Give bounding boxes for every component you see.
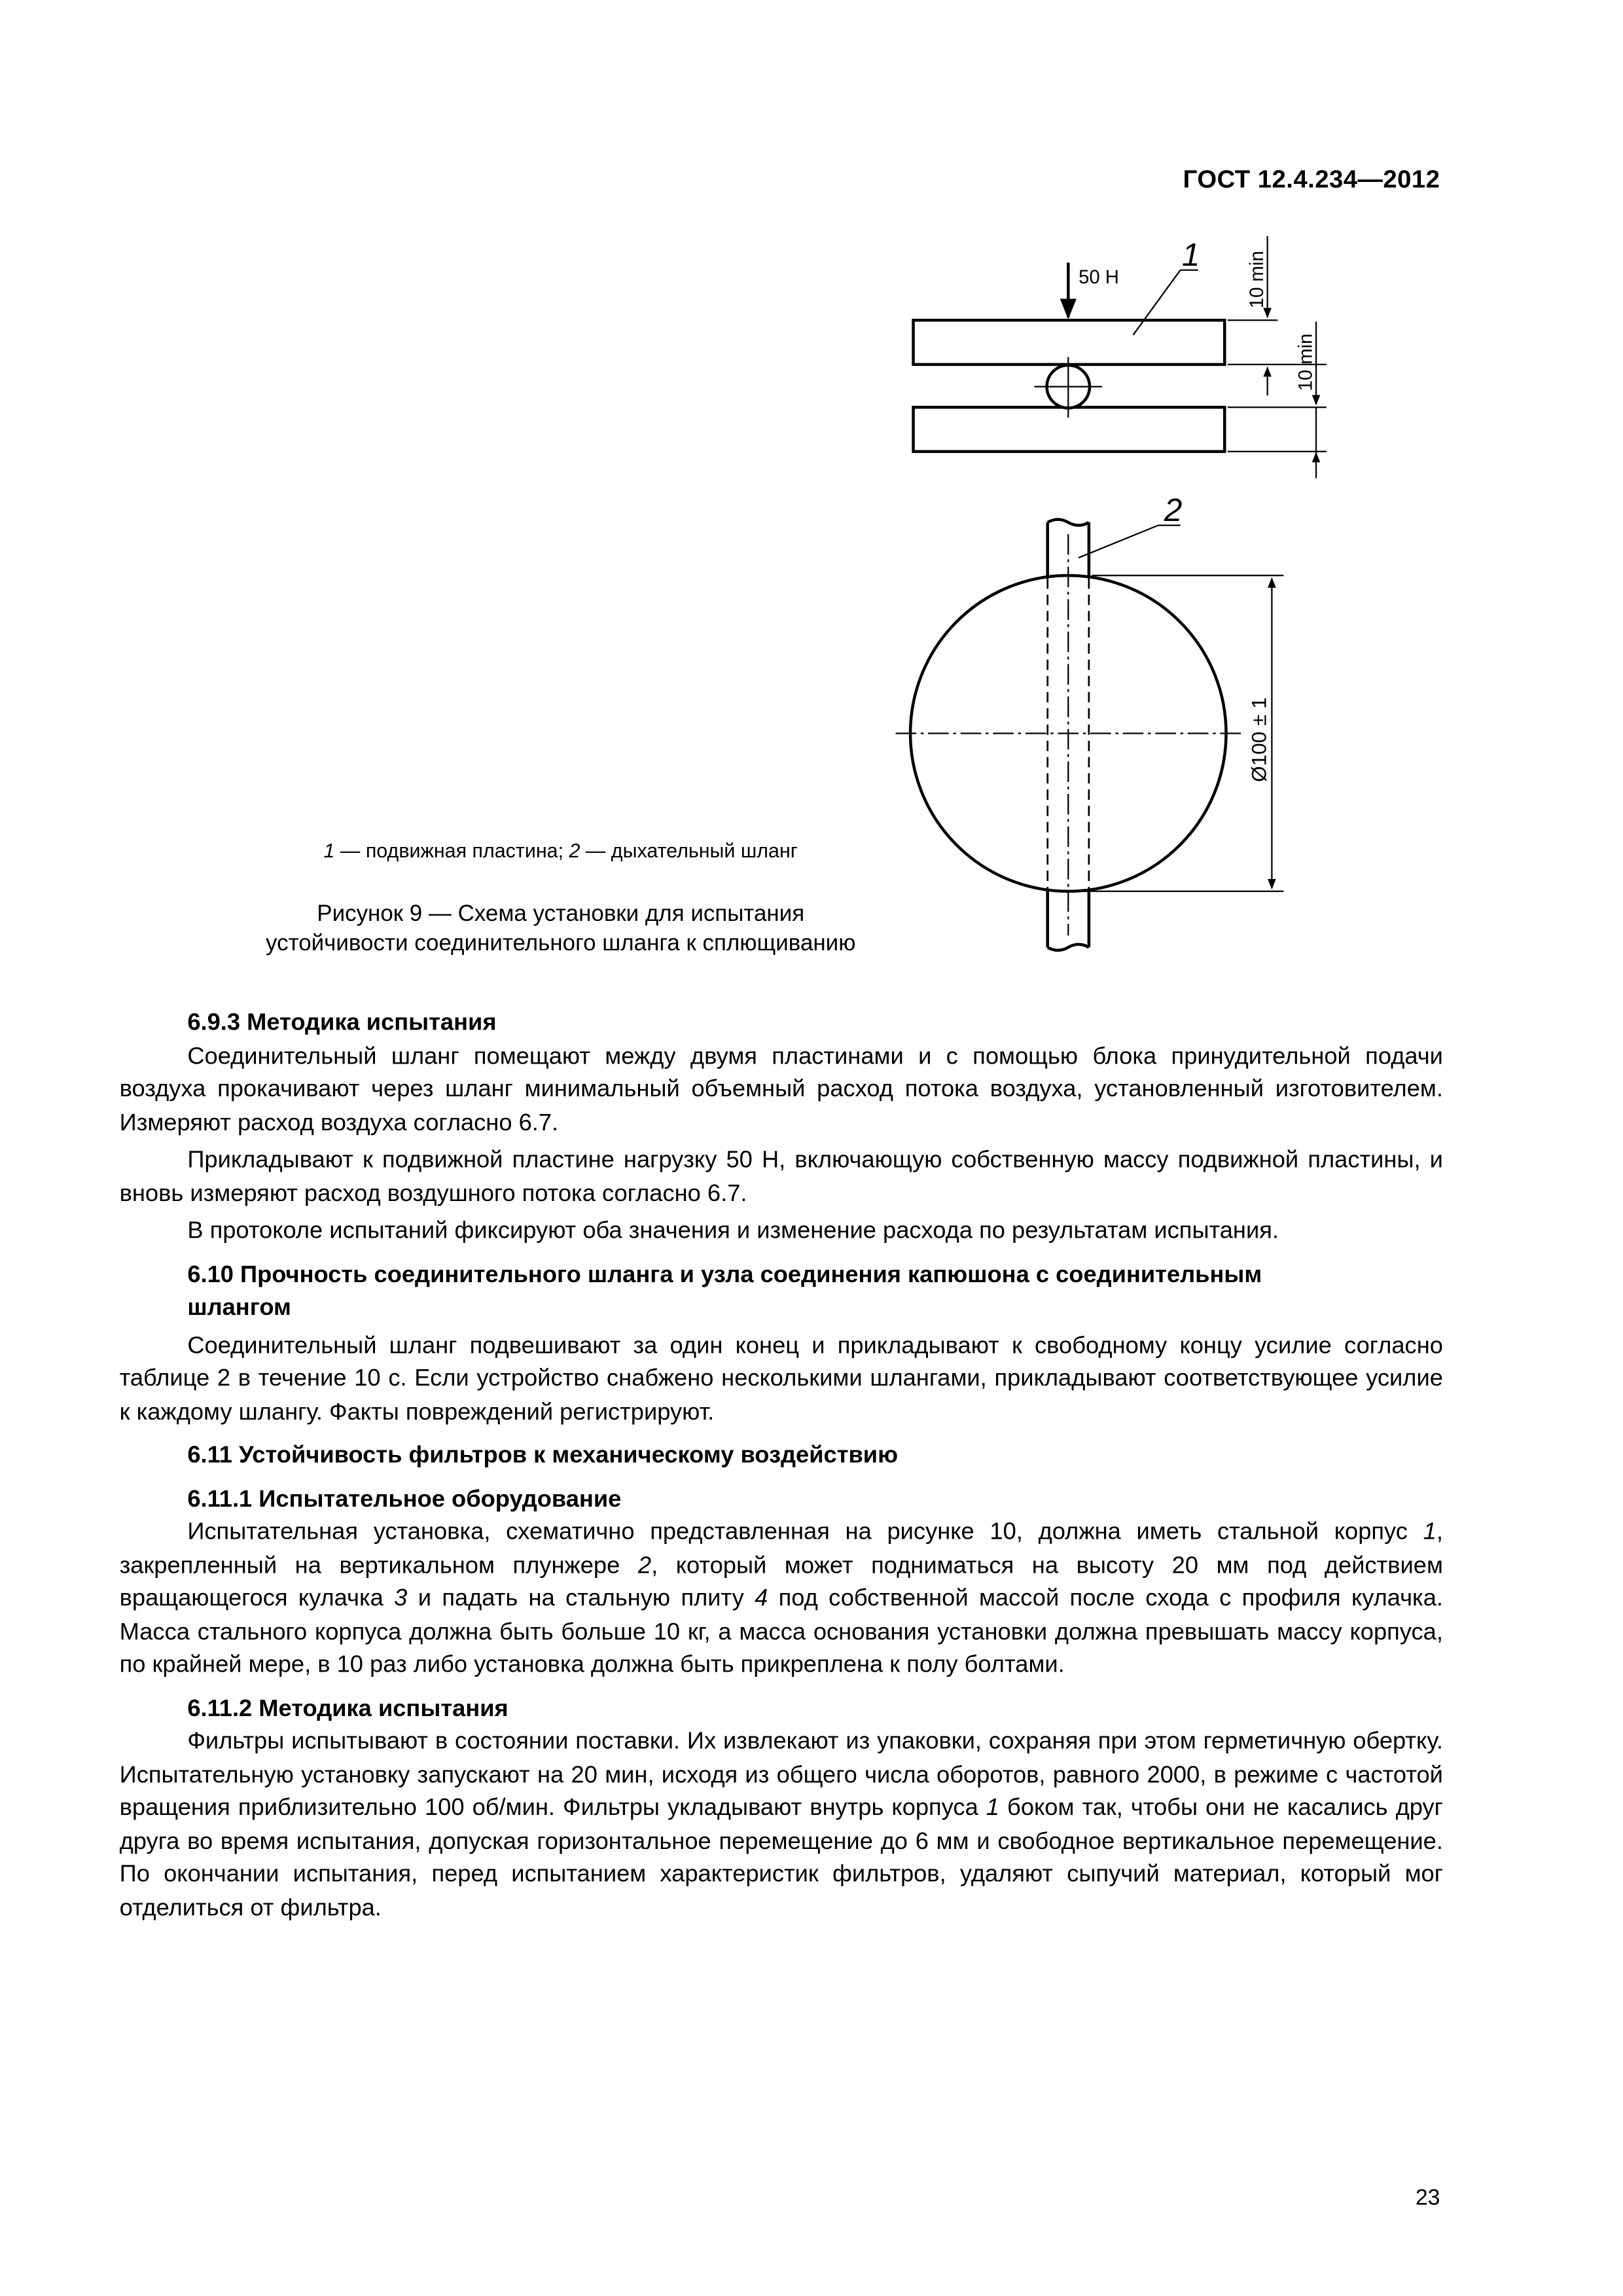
paragraph-6-11-1 [120, 1515, 1443, 1681]
dim-diameter-label: Ø100 ± 1 [1247, 697, 1271, 782]
paragraph-6-9-3-1: Соединительный шланг помещают между двумя пластинами и с помощью блока принудительной подачи воздуха прокачивают через шланг минимальный объемный расход потока воздуха, установленный изготовителем. Измеряют расход воздуха согласно 6.7. [119, 1042, 1443, 1136]
heading-6-11-1: 6.11.1 Испытательное оборудование [187, 1485, 622, 1512]
callout-2: 2 [1164, 491, 1183, 528]
heading-6-10-line-1: 6.10 Прочность соединительного шланга и узла соединения капюшона с соединительным [187, 1261, 1262, 1288]
p-6-11-1-part-a: Испытательная установка, схематично представленная на рисунке 10, должна иметь стальной корпус [187, 1518, 1423, 1545]
force-label: 50 Н [1079, 266, 1119, 288]
heading-6-11-2: 6.11.2 Методика испытания [187, 1695, 508, 1721]
caption-line-2: устойчивости соединительного шланга к сплющиванию [266, 931, 856, 956]
figure-caption [177, 900, 944, 959]
legend-text-1: — подвижная пластина; [334, 839, 569, 862]
heading-6-10-line-2: шлангом [187, 1294, 291, 1321]
p-6-11-1-part-c: , который может подниматься на высоту 20 мм под действием вращающегося кулачка [119, 1551, 1443, 1611]
callout-1: 1 [1181, 236, 1200, 273]
p-6-11-2-part-a: Фильтры испытывают в состоянии поставки. Их извлекают из упаковки, сохраняя при этом герметичную обертку. Испытательную установку запускают на 20 мин, исходя из общего числа оборотов, равного 2000, в режиме с частотой вращения приблизительно 100 об/мин. Фильтры укладывают внутрь корпуса [119, 1728, 1443, 1821]
paragraph-6-11-2 [120, 1725, 1443, 1924]
paragraph-6-9-3-3: В протоколе испытаний фиксируют оба значения и изменение расхода по результатам испытания. [187, 1217, 1279, 1244]
ref-num-1b: 1 [986, 1794, 999, 1821]
heading-6-11: 6.11 Устойчивость фильтров к механическому воздействию [187, 1441, 899, 1469]
p-6-11-1-part-b: , закрепленный на вертикальном плунжере [119, 1518, 1443, 1579]
ref-num-4: 4 [755, 1585, 768, 1611]
dim-top-label: 10 min [1245, 251, 1268, 309]
ref-num-3: 3 [394, 1585, 408, 1611]
document-code: ГОСТ 12.4.234—2012 [1183, 165, 1440, 194]
dim-gap-label: 10 min [1294, 333, 1317, 391]
heading-6-10 [120, 1258, 1443, 1324]
document-body [120, 1007, 1443, 1924]
legend-num-1: 1 [323, 839, 335, 862]
caption-line-1: Рисунок 9 — Схема установки для испытания [317, 901, 805, 927]
figure-9-drawing [0, 0, 1623, 1033]
legend-text-2: — дыхательный шланг [580, 839, 798, 862]
page-number: 23 [1415, 2185, 1440, 2211]
p-6-11-1-part-d: и падать на стальную плиту [407, 1585, 755, 1611]
figure-legend [177, 840, 944, 862]
paragraph-6-9-3-2: Прикладывают к подвижной пластине нагрузку 50 Н, включающую собственную массу подвижной пластины, и вновь измеряют расход воздушного потока согласно 6.7. [119, 1146, 1443, 1207]
legend-num-2: 2 [569, 839, 580, 862]
heading-6-9-3: 6.9.3 Методика испытания [187, 1009, 497, 1036]
ref-num-2: 2 [637, 1551, 652, 1579]
p-6-11-2-part-b: боком так, чтобы они не касались друг друга во время испытания, допуская горизонтальное перемещение до 6 мм и свободное вертикальное перемещение. По окончании испытания, перед испытанием характеристик фильтров, удаляют сыпучий материал, который мог отделиться от фильтра. [119, 1794, 1443, 1921]
ref-num-1: 1 [1423, 1518, 1436, 1545]
p-6-11-1-part-e: под собственной массой после схода с профиля кулачка. Масса стального корпуса должна быть больше 10 кг, а масса основания установки должна превышать массу корпуса, по крайней мере, в 10 раз либо установка должна быть прикреплена к полу болтами. [119, 1585, 1443, 1678]
paragraph-6-10-1: Соединительный шланг подвешивают за один конец и прикладывают к свободному концу усилие согласно таблице 2 в течение 10 с. Если устройство снабжено несколькими шлангами, прикладывают соответствующее усилие к каждому шлангу. Факты повреждений регистрируют. [119, 1331, 1443, 1425]
